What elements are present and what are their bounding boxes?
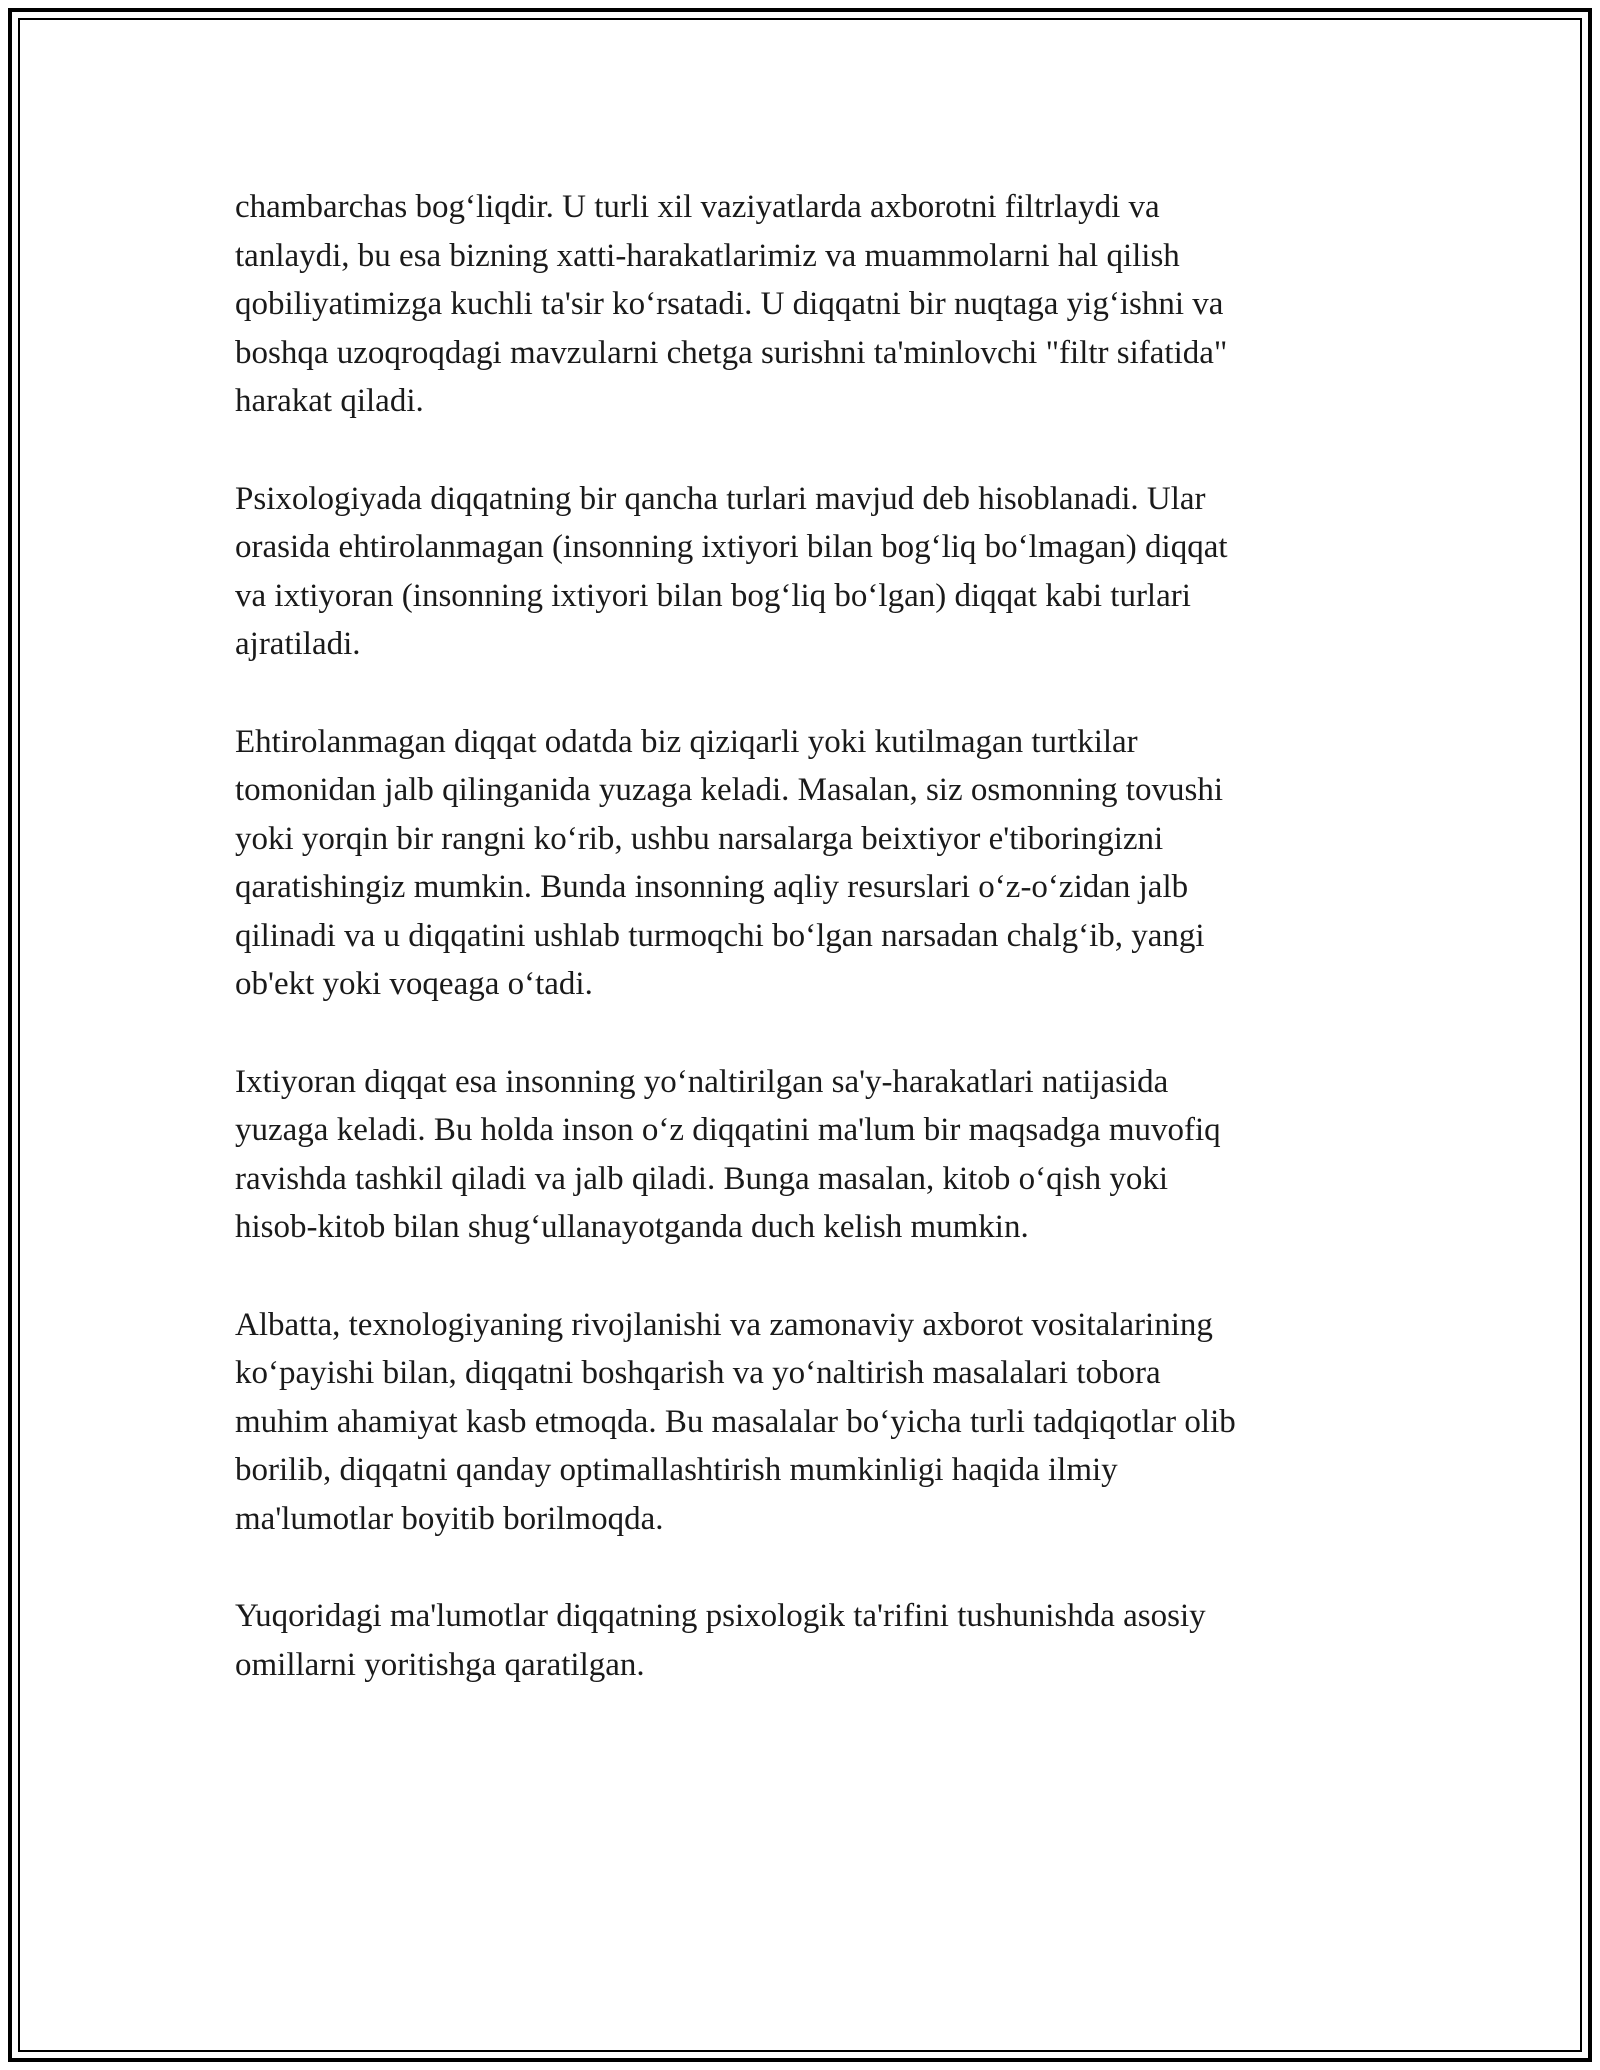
text-line: Yuqoridagi ma'lumotlar diqqatning psixologik ta'rifini tushunishda asosiy bbox=[235, 1598, 1206, 1634]
text-line: Ixtiyoran diqqat esa insonning yo‘naltirilgan sa'y-harakatlari natijasida bbox=[235, 1063, 1169, 1100]
text-line: va ixtiyoran (insonning ixtiyori bilan bog‘liq bo‘lgan) diqqat kabi turlari bbox=[235, 577, 1191, 614]
text-line: Psixologiyada diqqatning bir qancha turlari mavjud deb hisoblanadi. Ular bbox=[235, 480, 1206, 517]
text-line: ravishda tashkil qiladi va jalb qiladi. Bunga masalan, kitob o‘qish yoki bbox=[235, 1160, 1169, 1197]
text-line: muhim ahamiyat kasb etmoqda. Bu masalalar bo‘yicha turli tadqiqotlar olib bbox=[235, 1403, 1236, 1440]
text-line: chambarchas bog‘liqdir. U turli xil vaziyatlarda axborotni filtrlaydi va bbox=[235, 189, 1160, 225]
text-line: orasida ehtirolanmagan (insonning ixtiyori bilan bog‘liq bo‘lmagan) diqqat bbox=[235, 529, 1228, 565]
text-line: tanlaydi, bu esa bizning xatti-harakatlarimiz va muammolarni hal qilish bbox=[235, 237, 1180, 274]
text-line: ma'lumotlar boyitib borilmoqda. bbox=[235, 1500, 664, 1537]
text-line: Ehtirolanmagan diqqat odatda biz qiziqarli yoki kutilmagan turtkilar bbox=[235, 723, 1138, 760]
text-line: ajratiladi. bbox=[235, 626, 361, 662]
text-line: qaratishingiz mumkin. Bunda insonning aqliy resurslari o‘z-o‘zidan jalb bbox=[235, 869, 1189, 905]
text-line: boshqa uzoqroqdagi mavzularni chetga surishni ta'minlovchi "filtr sifatida" bbox=[235, 334, 1228, 371]
paragraph-5 bbox=[235, 1301, 1375, 1544]
text-line: qilinadi va u diqqatini ushlab turmoqchi bo‘lgan narsadan chalg‘ib, yangi bbox=[235, 917, 1205, 954]
paragraph-4 bbox=[235, 1058, 1375, 1252]
paragraph-6 bbox=[235, 1592, 1375, 1689]
text-line: hisob-kitob bilan shug‘ullanayotganda duch kelish mumkin. bbox=[235, 1209, 1029, 1245]
text-line: yoki yorqin bir rangni ko‘rib, ushbu narsalarga beixtiyor e'tiboringizni bbox=[235, 820, 1164, 857]
text-line: tomonidan jalb qilinganida yuzaga keladi. Masalan, siz osmonning tovushi bbox=[235, 772, 1223, 808]
paragraph-1 bbox=[235, 183, 1375, 426]
paragraph-3 bbox=[235, 718, 1375, 1009]
text-line: ko‘payishi bilan, diqqatni boshqarish va yo‘naltirish masalalari tobora bbox=[235, 1355, 1161, 1391]
document-body bbox=[235, 183, 1375, 1738]
text-line: yuzaga keladi. Bu holda inson o‘z diqqatini ma'lum bir maqsadga muvofiq bbox=[235, 1112, 1221, 1148]
text-line: ob'ekt yoki voqeaga o‘tadi. bbox=[235, 966, 593, 1002]
text-line: qobiliyatimizga kuchli ta'sir ko‘rsatadi. U diqqatni bir nuqtaga yig‘ishni va bbox=[235, 286, 1224, 322]
text-line: omillarni yoritishga qaratilgan. bbox=[235, 1646, 645, 1683]
text-line: Albatta, texnologiyaning rivojlanishi va zamonaviy axborot vositalarining bbox=[235, 1306, 1213, 1343]
text-line: borilib, diqqatni qanday optimallashtirish mumkinligi haqida ilmiy bbox=[235, 1452, 1118, 1488]
paragraph-2 bbox=[235, 475, 1375, 669]
text-line: harakat qiladi. bbox=[235, 383, 424, 419]
